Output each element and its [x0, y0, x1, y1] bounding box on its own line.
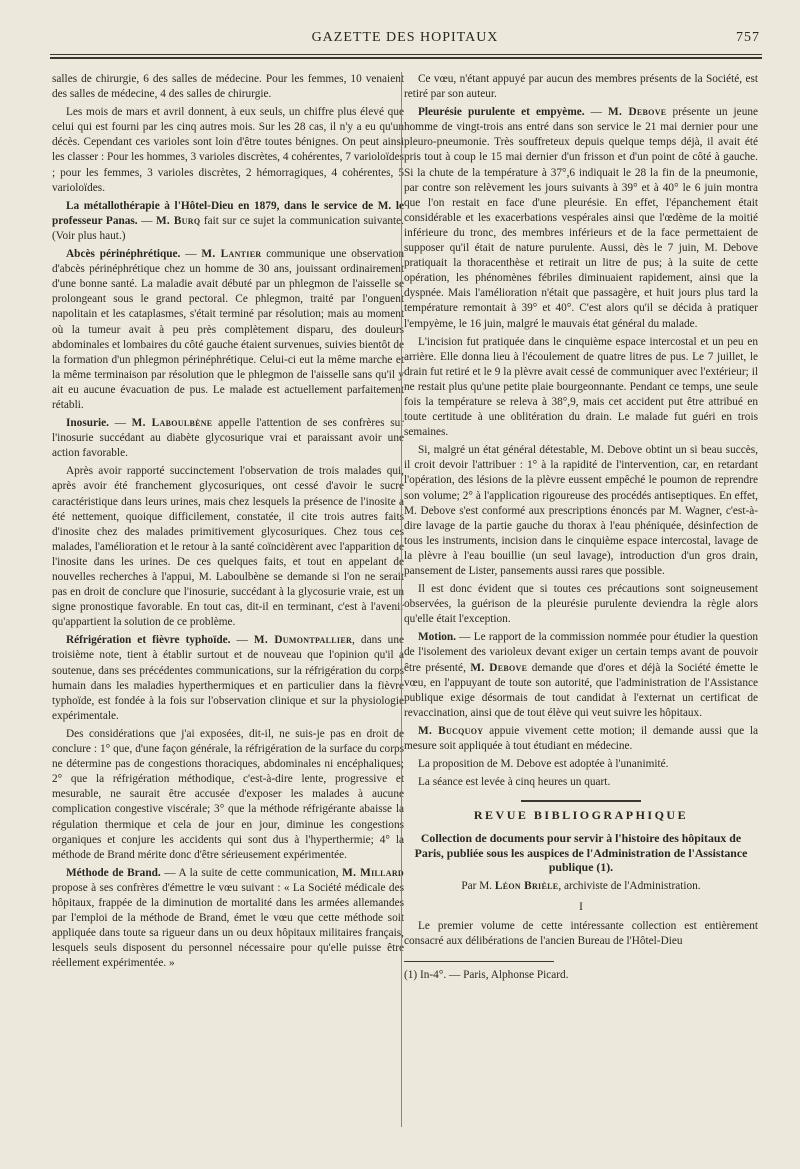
paragraph: Abcès périnéphrétique. — M. Lantier communique une observation d'abcès périnéphrétique chez un homme de 30 ans, jouissant ordinairement d'une bonne santé. La maladie avait débuté par un phlegmon de l'aisselle se prolongeant sous le grand pectoral. Ce phlegmon, traité par l'onguent napolitain et les cataplasmes, s'était terminé par résolution; mais au moment où la tumeur avait à peu près complètement disparu, des douleurs abdominales et lombaires du côté gauche étaient survenues, suivies bientôt de la formation d'un phlegmon périnéphrétique. Celui-ci eut la même marche et la même terminaison par résolution que le phlegmon de l'aisselle sans qu'il y ait eu aucune évacuation de pus. Le malade est actuellement parfaitement rétabli.: [52, 248, 404, 411]
paragraph: M. Bucquoy appuie vivement cette motion; il demande aussi que la mesure soit appliquée à tout étudiant en médecine.: [404, 724, 758, 753]
paragraph: Inosurie. — M. Laboulbène appelle l'attention de ses confrères sur l'inosurie succédant au diabète glycosurique vrai et paraissant avoir une action favorable.: [52, 417, 405, 460]
paragraph: Si, malgré un état général détestable, M. Debove obtint un si beau succès, il croit devoir l'attribuer : 1° à la rapidité de l'intervention, car, en retardant l'opération, des lésions de la plèvre eussent empêché le poumon de reprendre son volume; 2° à l'application rigoureuse des procédés antiseptiques. En effet, M. Debove s'est conformé aux prescriptions énoncés par M. Wagner, c'est-à-dire lavage de la partie gauche du thorax à l'eau phéniquée, désinfection de tous les instruments, incision dans le cinquième espace intercostal, lavage de la plèvre à l'eau bouillie (un seul lavage), introduction d'un gros drain, pansement de Lister, pansements aussi rares que possible.: [404, 444, 758, 577]
paragraph: Les mois de mars et avril donnent, à eux seuls, un chiffre plus élevé que celui qui est fourni par les cinq autres mois. Sur les 28 cas, il n'y a eu qu'un décès. Cependant ces varioles sont loin d'être toutes bénignes. On peut ainsi les classer : Pour les hommes, 3 varioles discrètes, 4 cohérentes, 7 varioloïdes ; pour les femmes, 3 varioles discrètes, 2 hémorragiques, 4 cohérentes, 5 varioloïdes.: [52, 106, 404, 194]
paragraph: Méthode de Brand. — A la suite de cette communication, M. Millard propose à ses confrères d'émettre le vœu suivant : « La Société médicale des hôpitaux, frappée de la diminution de mortalité dans les armées allemandes par l'emploi de la méthode de Brand, émet le vœu que cette méthode soit appliquée dans toute sa rigueur dans un ou deux hôpitaux militaires français, lesquels seuls disposent du personnel nécessaire pour qu'elle puisse être réellement expérimentée. »: [52, 866, 405, 970]
footnote-rule: [404, 961, 554, 962]
section-heading: Inosurie.: [66, 417, 109, 430]
paragraph: La métallothérapie à l'Hôtel-Dieu en 1879, dans le service de M. le professeur Panas. — M. Burq fait sur ce sujet la communication suivante. (Voir plus haut.): [52, 199, 404, 242]
section-heading: La métallothérapie à l'Hôtel-Dieu en 1879, dans le service de M. le professeur Panas.: [52, 199, 404, 227]
paragraph: Réfrigération et fièvre typhoïde. — M. Dumontpallier, dans une troisième note, tient à établir surtout et de nouveau que l'opinion qu'il a soutenue, dans ses précédentes communications, sur la réfrigération du corps humain dans les maladies hyperthermiques et en particulier dans la fièvre typhoïde, est fondée à la fois sur l'observation clinique et sur la physiologie expérimentale.: [52, 634, 404, 722]
author-name: M. Dumontpallier: [253, 634, 353, 647]
author-name: Léon Brièle: [494, 879, 559, 892]
header-rule-thick: [50, 57, 762, 59]
paragraph: La séance est levée à cinq heures un quart.: [418, 776, 611, 789]
paragraph: Ce vœu, n'étant appuyé par aucun des membres présents de la Société, est retiré par son auteur.: [404, 73, 758, 101]
page-number: 757: [736, 30, 760, 45]
paragraph: La proposition de M. Debove est adoptée à l'unanimité.: [418, 758, 669, 771]
section-heading: Pleurésie purulente et empyème.: [418, 106, 585, 119]
section-heading: Abcès périnéphrétique.: [66, 248, 181, 261]
author-name: M. Debove: [608, 106, 667, 119]
footnote: (1) In-4°. — Paris, Alphonse Picard.: [404, 969, 569, 982]
author-name: M. Lantier: [201, 248, 262, 261]
page-header: [50, 28, 760, 50]
author-name: M. Millard: [342, 866, 405, 879]
paragraph: Après avoir rapporté succinctement l'observation de trois malades qui, après avoir été franchement glycosuriques, ont cessé d'avoir le sucre caractéristique dans leurs urines, mais chez lesquels la présence de l'inosite a été nettement, quoique difficilement, constatée, il cite trois autres faits d'inosite chez des malades primitivement glycosuriques. Chez tous ces malades, l'amélioration et le retour à la santé coïncidèrent avec l'apparition de l'inosite dans les urines. De ces quelques faits, et tout en appelant de nouvelles recherches à l'appui, M. Laboulbène se demande si l'on ne serait pas en droit de conclure que l'inosurie, succédant à la glycosurie vraie, est un signe pronostique favorable. En tout cas, dit-il en terminant, c'est à l'avenir qu'appartient la solution de ce problème.: [52, 465, 404, 629]
column-divider: [401, 72, 402, 1127]
journal-title: GAZETTE DES HOPITAUX: [311, 30, 499, 45]
paragraph: Des considérations que j'ai exposées, dit-il, ne suis-je pas en droit de conclure : 1° que, d'une façon générale, la réfrigération de la surface du corps ne détermine pas de congestions thoraciques, abdominales ni encéphaliques; 2° que la réfrigération méthodique, c'est-à-dire lente, progressive et mesurable, ne saurait être accusée d'exposer les malades à aucune complication congestive viscérale; 3° que la méthode réfrigérante abaisse la régulation thermique et cela de jour en jour, diminue les congestions organiques et conjure les accidents qui sont dus à l'hyperthermie; 4° la méthode de Brand mérite donc d'être sérieusement expérimentée.: [52, 727, 404, 861]
paragraph: Pleurésie purulente et empyème. — M. Debove présente un jeune homme de vingt-trois ans entré dans son service le 21 mai dernier pour une pleuro-pneumonie. Très souffreteux depuis quelque temps déjà, il avait été pris tout à coup le 15 mai dernier d'un frisson et d'un point de côté à gauche. Si la chute de la température à 37°,6 indiquait le 28 la fin de la pneumonie, par contre son relèvement les jours suivants à 39° et à 40° le 6 juin montra que l'on restait en face d'une pleurésie. En effet, l'épanchement était considérable et les exacerbations vespérales ainsi que l'œdème de la moitié inférieure du tronc, des membres inférieurs et de la face permettaient de supposer qu'il était de nature purulente. Aussi, dès le 7 juin, M. Debove pratiquait la thoracenthèse et retirait un litre de pus; à la suite de cette opération, les phénomènes fébriles diminuaient rapidement, ainsi que la dyspnée. Mais l'amélioration n'était que passagère, et huit jours plus tard la température remontait à 39° et 40°. C'est alors qu'il se décida à pratiquer l'empyème, le 16 juin, malgré le mauvais état général du malade.: [404, 106, 758, 330]
book-author-line: Par M. Léon Brièle, archiviste de l'Administration.: [461, 879, 701, 892]
book-title: Collection de documents pour servir à l'histoire des hôpitaux de Paris, publiée sous les auspices de l'Administration de l'Assistance publique (1).: [414, 831, 748, 875]
paragraph: salles de chirurgie, 6 des salles de médecine. Pour les femmes, 10 venaient des salles de médecine, 4 des salles de chirurgie.: [52, 73, 404, 101]
chapter-numeral: I: [579, 901, 583, 913]
left-column: [52, 72, 404, 974]
author-name: M. Burq: [155, 214, 201, 227]
review-section-title: REVUE BIBLIOGRAPHIQUE: [473, 808, 689, 823]
section-rule: [521, 800, 641, 802]
paragraph: Motion. — Le rapport de la commission nommée pour étudier la question de l'isolement des varioleux devant exiger un certain temps avant de pouvoir être présenté, M. Debove demande que d'ores et déjà la Société émette le vœu, en l'appuyant de toute son autorité, que l'administration de l'Assistance publique exige désormais de tout candidat à l'externat un certificat de revaccination, ainsi que de tout élève qui veut suivre les hôpitaux.: [404, 631, 758, 719]
section-heading: Méthode de Brand.: [66, 866, 161, 879]
header-rule: [50, 54, 762, 55]
author-name: M. Debove: [470, 661, 528, 674]
section-heading: Motion.: [418, 631, 456, 644]
right-column: [404, 72, 758, 986]
section-heading: Réfrigération et fièvre typhoïde.: [66, 634, 231, 647]
author-name: M. Bucquoy: [418, 724, 484, 737]
paragraph: Il est donc évident que si toutes ces précautions sont soigneusement observées, la guérison de la pleurésie purulente deviendra la règle alors qu'elle était l'exception.: [404, 583, 758, 626]
paragraph: Le premier volume de cette intéressante collection est entièrement consacré aux délibérations de l'ancien Bureau de l'Hôtel-Dieu: [404, 920, 758, 948]
paragraph: L'incision fut pratiquée dans le cinquième espace intercostal et un peu en arrière. Elle donna lieu à l'écoulement de quatre litres de pus. Le 7 juillet, le drain fut retiré et le 9 la plèvre avait cessé de communiquer avec l'extérieur; il ne restait plus qu'une petite plaie bourgeonnante. Pendant ce temps, une seule fois la température se releva à 38°,9, mais cet accident put être attribué en toute certitude à une oblitération du drain. Le malade fut guéri en trois semaines.: [404, 335, 758, 439]
author-name: M. Laboulbène: [131, 417, 213, 430]
